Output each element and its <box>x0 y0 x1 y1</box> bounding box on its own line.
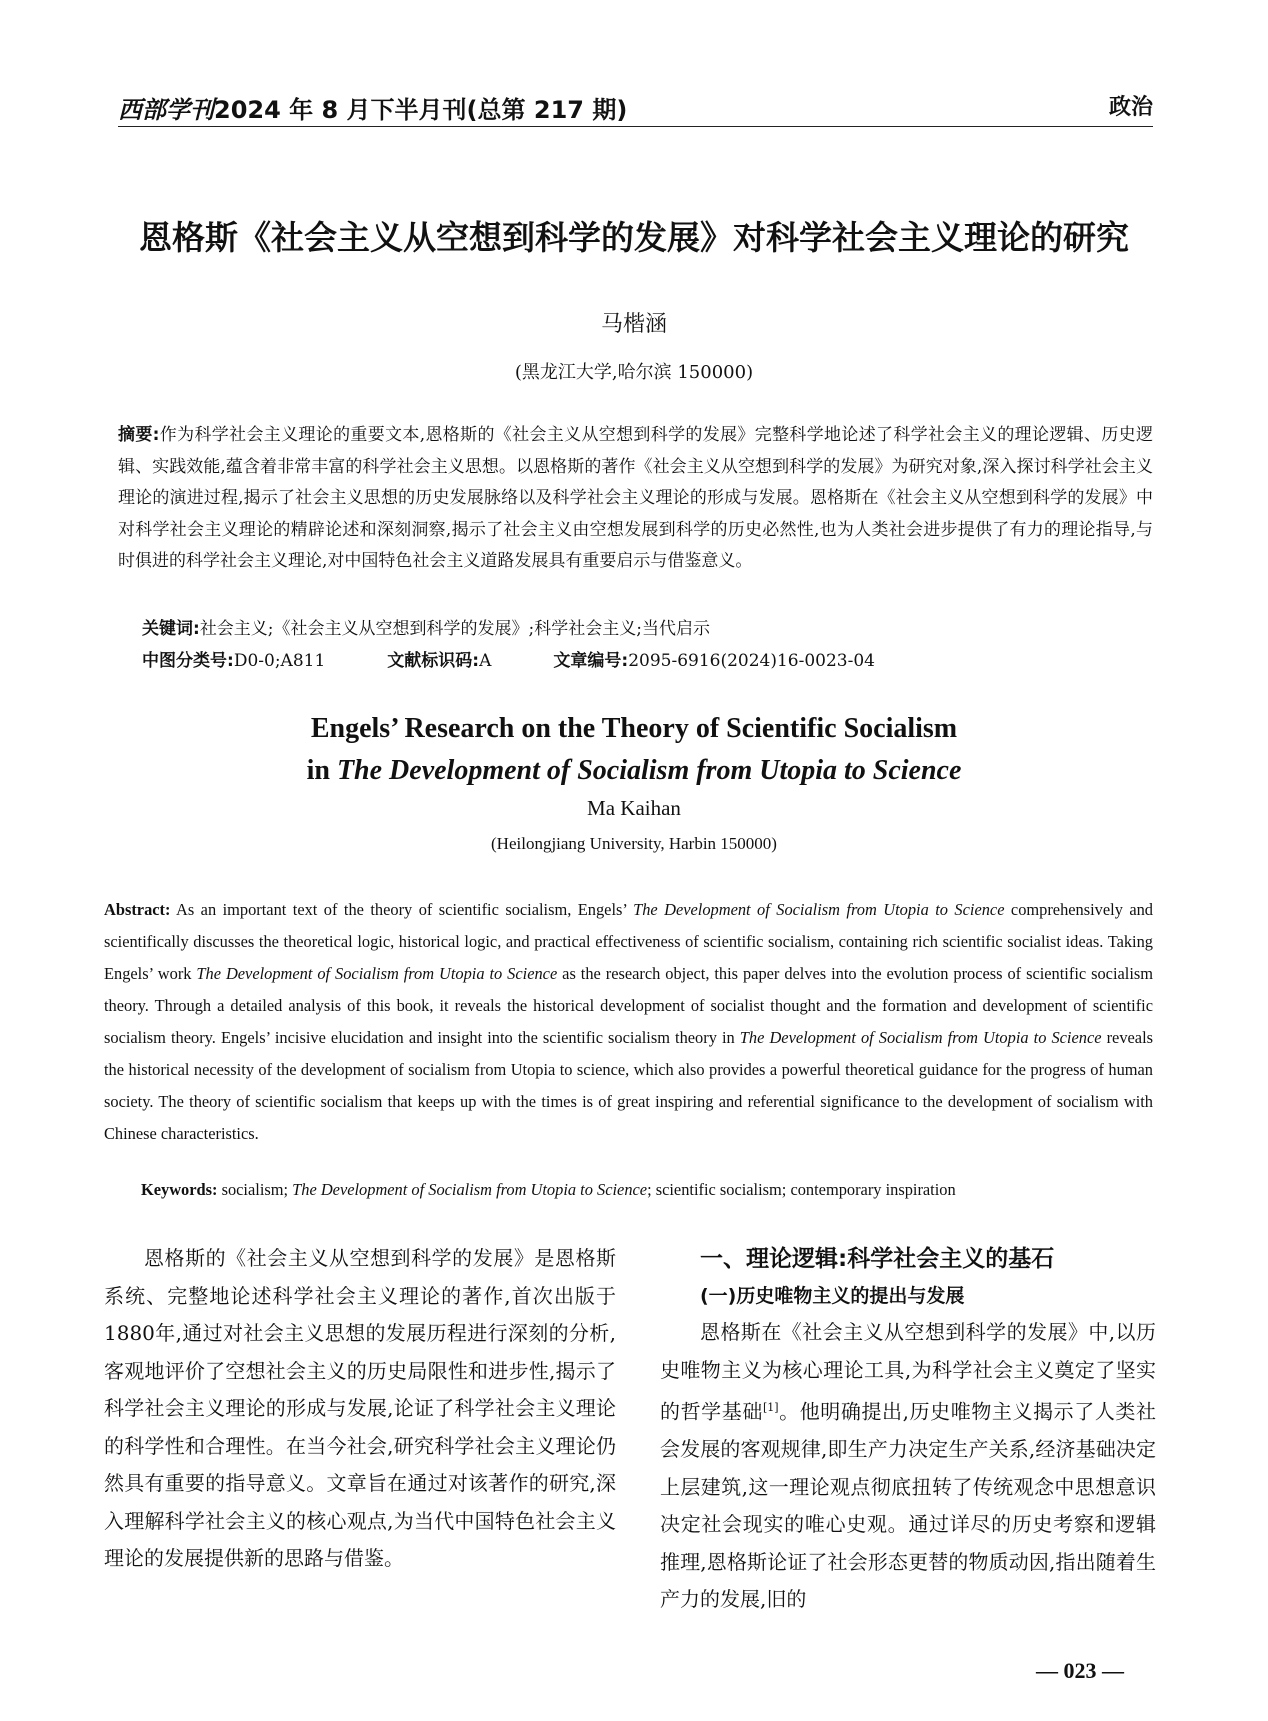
title-chinese: 恩格斯《社会主义从空想到科学的发展》对科学社会主义理论的研究 <box>139 218 1129 257</box>
affiliation-chinese: (黑龙江大学,哈尔滨 150000) <box>514 362 754 383</box>
journal-logo: 西部学刊 <box>118 95 214 124</box>
body-right-column <box>660 1240 1156 1619</box>
abstract-text: 作为科学社会主义理论的重要文本,恩格斯的《社会主义从空想到科学的发展》完整科学地论述了科学社会主义的理论逻辑、历史逻辑、实践效能,蕴含着非常丰富的科学社会主义思想。以恩格斯的著作《社会主义从空想到科学的发展》为研究对象,深入探讨科学社会主义理论的演进过程,揭示了社会主义思想的历史发展脉络以及科学社会主义理论的形成与发展。恩格斯在《社会主义从空想到科学的发展》中对科学社会主义理论的精辟论述和深刻洞察,揭示了社会主义由空想发展到科学的历史必然性,也为人类社会进步提供了有力的理论指导,与时俱进的科学社会主义理论,对中国特色社会主义道路发展具有重要启示与借鉴意义。 <box>118 425 1153 571</box>
keywords-chinese: 关键词:社会主义;《社会主义从空想到科学的发展》;科学社会主义;当代启示 <box>142 619 710 639</box>
author-chinese: 马楷涵 <box>600 312 667 337</box>
body-left-column <box>104 1240 616 1578</box>
running-header <box>118 86 1153 127</box>
abstract-label: 摘要: <box>118 425 160 445</box>
page-number: — 023 — <box>1036 1658 1124 1683</box>
intro-paragraph: 恩格斯的《社会主义从空想到科学的发展》是恩格斯系统、完整地论述科学社会主义理论的著作,首次出版于1880年,通过对社会主义思想的发展历程进行深刻的分析,客观地评价了空想社会主义的历史局限性和进步性,揭示了科学社会主义理论的形成与发展,论证了科学社会主义理论的科学性和合理性。在当今社会,研究科学社会主义理论仍然具有重要的指导意义。文章旨在通过对该著作的研究,深入理解科学社会主义的核心观点,为当代中国特色社会主义理论的发展提供新的思路与借鉴。 <box>104 1246 616 1570</box>
subsection-heading: (一)历史唯物主义的提出与发展 <box>700 1285 965 1307</box>
section-name: 政治 <box>1108 95 1153 120</box>
classification-line: 中图分类号:D0-0;A811 文献标识码:A 文章编号:2095-6916(2024)16-0023-04 <box>142 651 876 671</box>
abstract-chinese <box>118 420 1153 578</box>
section-heading: 一、理论逻辑:科学社会主义的基石 <box>700 1246 1055 1272</box>
body-paragraph: 恩格斯在《社会主义从空想到科学的发展》中,以历史唯物主义为核心理论工具,为科学社会主义奠定了坚实的哲学基础[1]。他明确提出,历史唯物主义揭示了人类社会发展的客观规律,即生产力决定生产关系,经济基础决定上层建筑,这一理论观点彻底扭转了传统观念中思想意识决定社会现实的唯心史观。通过详尽的历史考察和逻辑推理,恩格斯论证了社会形态更替的物质动因,指出随着生产力的发展,旧的 <box>660 1320 1157 1612</box>
keywords-english: Keywords: socialism; The Development of Socialism from Utopia to Science; scientific socialism; contemporary inspiration <box>141 1180 956 1199</box>
journal-issue: 西部学刊2024 年 8 月下半月刊(总第 217 期) <box>118 95 628 124</box>
affiliation-english: (Heilongjiang University, Harbin 150000) <box>491 834 777 853</box>
author-english: Ma Kaihan <box>587 796 681 820</box>
title-english: Engels’ Research on the Theory of Scientific Socialism in The Development of Socialism from Utopia to Science <box>306 713 962 786</box>
abstract-english: Abstract: As an important text of the theory of scientific socialism, Engels’ The Development of Socialism from Utopia to Science comprehensively and scientifically discusses the theoretical logic, historical logic, and practical effectiveness of scientific socialism, containing rich scientific socialist ideas. Taking Engels’ work The Development of Socialism from Utopia to Science as the research object, this paper delves into the evolution process of scientific socialism theory. Through a detailed analysis of this book, it reveals the historical development of socialist thought and the formation and development of scientific socialism theory. Engels’ incisive elucidation and insight into the scientific socialism theory in The Development of Socialism from Utopia to Science reveals the historical necessity of the development of socialism from Utopia to science, which also provides a powerful theoretical guidance for the progress of human society. The theory of scientific socialism that keeps up with the times is of great inspiring and referential significance to the development of socialism with Chinese characteristics. <box>104 900 1154 1143</box>
citation-ref: [1] <box>762 1401 779 1414</box>
